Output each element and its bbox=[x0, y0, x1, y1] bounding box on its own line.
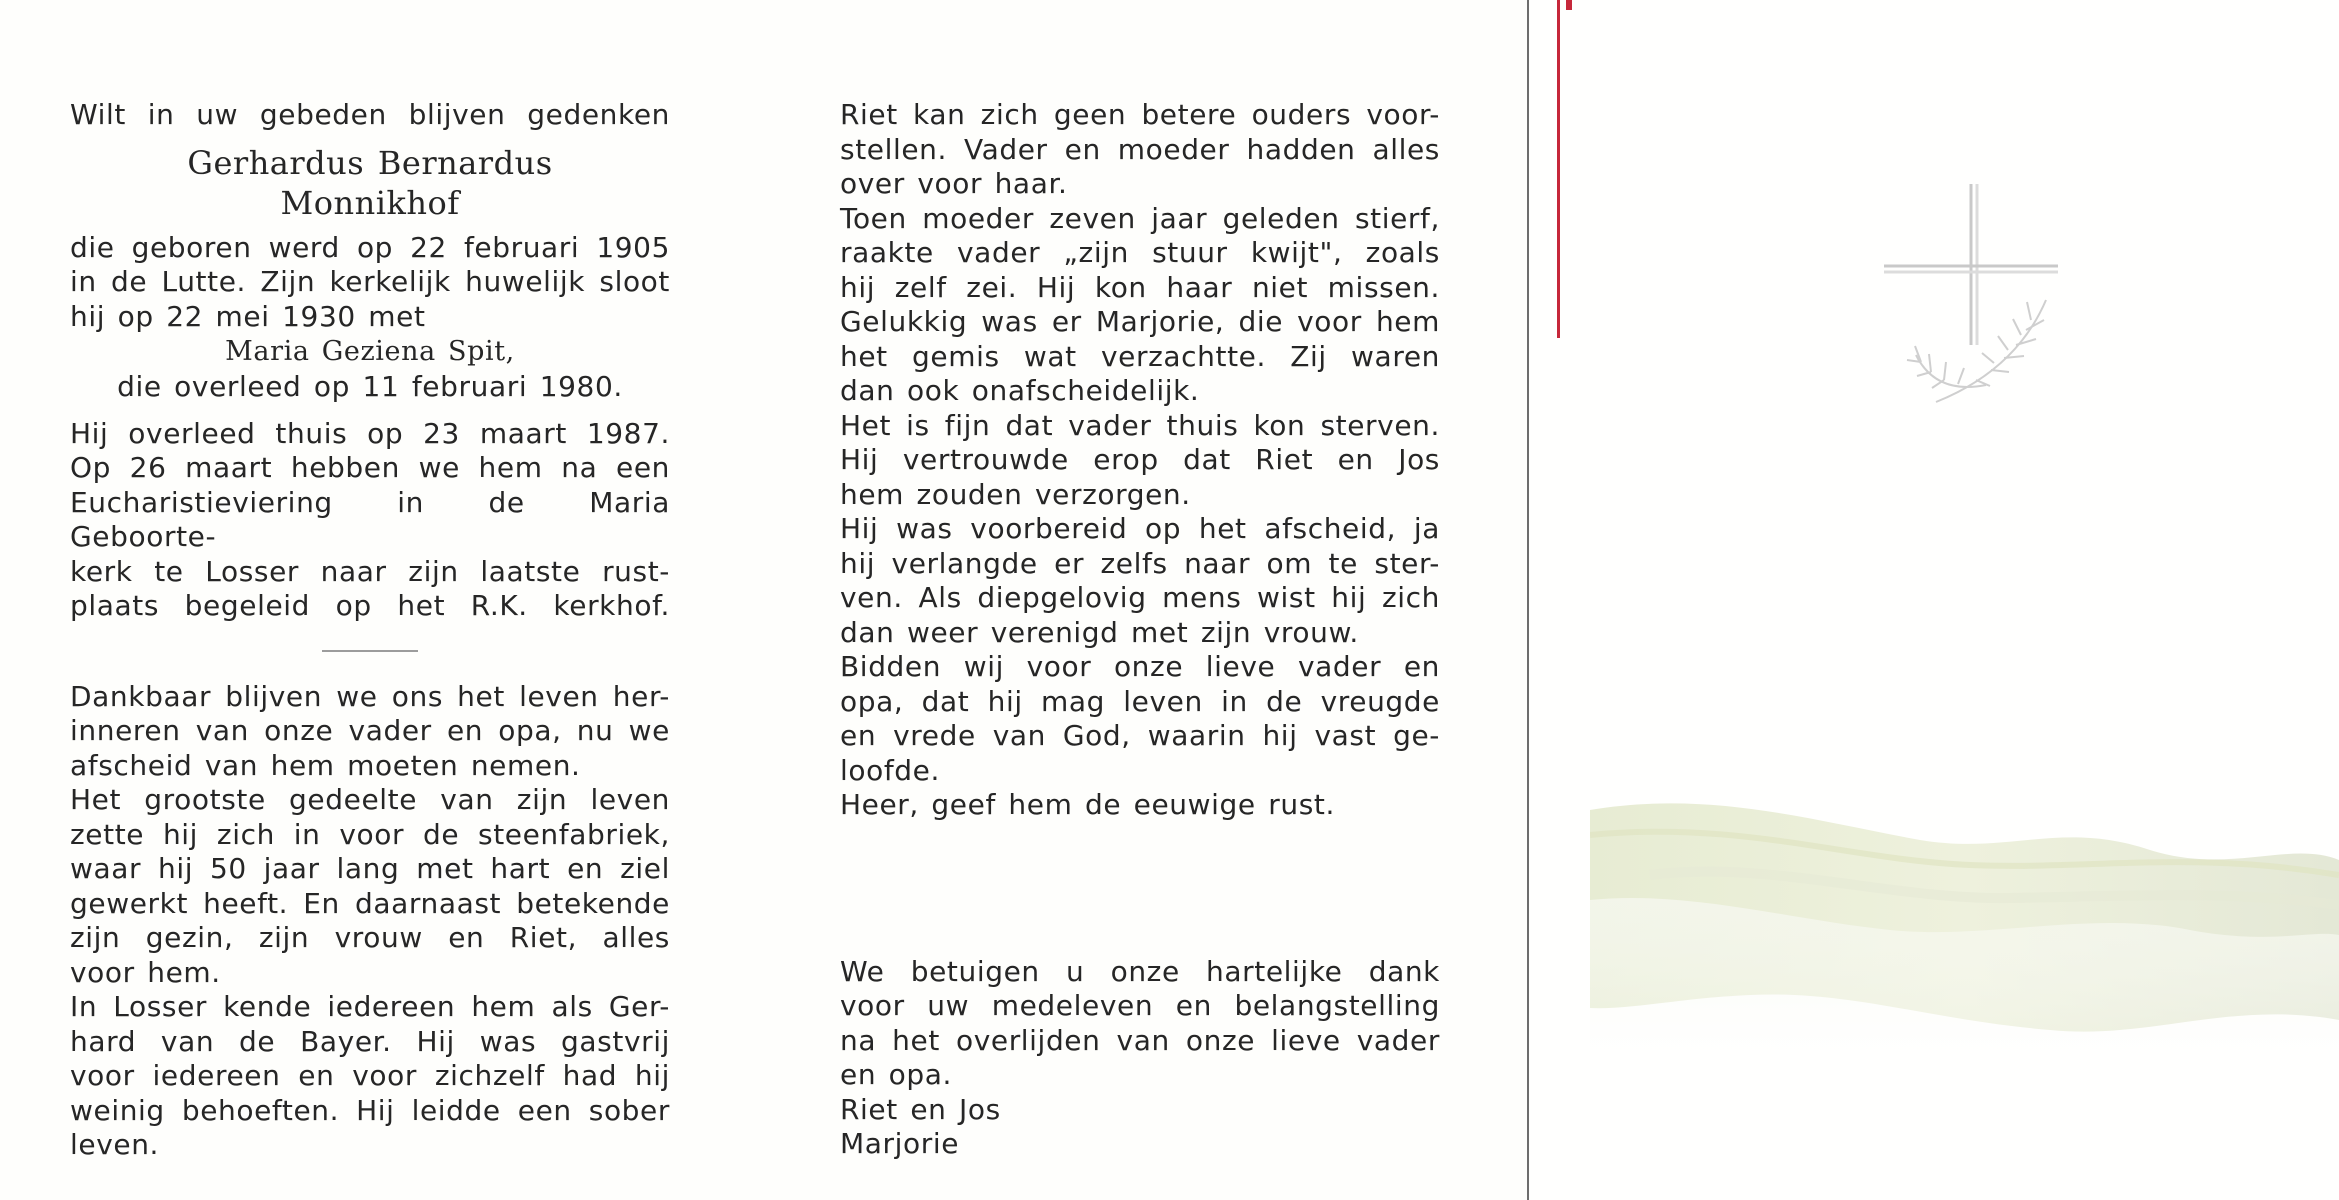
tribute-line: voor iedereen en voor zichzelf had hij bbox=[70, 1059, 670, 1092]
tribute-line: gewerkt heeft. En daarnaast betekende bbox=[70, 886, 670, 920]
death-line: Op 26 maart hebben we hem na een bbox=[70, 451, 670, 484]
deceased-name-line2: Monnikhof bbox=[280, 183, 460, 222]
tribute-line: inneren van onze vader en opa, nu we bbox=[70, 714, 670, 747]
signature-line2: Marjorie bbox=[840, 1127, 960, 1160]
tribute-line: In Losser kende iedereen hem als Ger- bbox=[70, 990, 670, 1023]
cross-with-palm-branches-icon bbox=[1876, 180, 2066, 420]
text-line: Hij vertrouwde erop dat Riet en Jos bbox=[840, 443, 1440, 476]
fold-mark bbox=[1557, 0, 1560, 338]
text-line: hij verlangde er zelfs naar om te ster- bbox=[840, 546, 1440, 580]
thanks-line: voor uw medeleven en belangstelling bbox=[840, 989, 1440, 1022]
tribute-line: waar hij 50 jaar lang met hart en ziel bbox=[70, 852, 670, 885]
birth-line: hij op 22 mei 1930 met bbox=[70, 299, 426, 333]
text-line: het gemis wat verzachtte. Zij waren bbox=[840, 339, 1440, 373]
signature-line1: Riet en Jos bbox=[840, 1092, 1001, 1126]
text-line: Heer, geef hem de eeuwige rust. bbox=[840, 788, 1335, 821]
tribute-line: zette hij zich in voor de steenfabriek, bbox=[70, 817, 670, 851]
fold-line bbox=[1527, 0, 1529, 1200]
spouse-died-line: die overleed op 11 februari 1980. bbox=[117, 370, 623, 403]
intro-line: Wilt in uw gebeden blijven gedenken bbox=[70, 98, 670, 131]
death-line: Hij overleed thuis op 23 maart 1987. bbox=[70, 416, 670, 450]
tribute-line: zijn gezin, zijn vrouw en Riet, alles bbox=[70, 921, 670, 954]
death-line: Eucharistieviering in de Maria Geboorte- bbox=[70, 485, 670, 553]
birth-line: die geboren werd op 22 februari 1905 bbox=[70, 230, 670, 264]
tribute-line: leven. bbox=[70, 1128, 160, 1161]
text-line: Hij was voorbereid op het afscheid, ja bbox=[840, 512, 1440, 545]
text-line: hij zelf zei. Hij kon haar niet missen. bbox=[840, 270, 1440, 304]
thanks-line: na het overlijden van onze lieve vader bbox=[840, 1023, 1440, 1057]
text-line: stellen. Vader en moeder hadden alles bbox=[840, 132, 1440, 166]
fold-dot bbox=[1566, 0, 1572, 10]
text-line: Bidden wij voor onze lieve vader en bbox=[840, 650, 1440, 683]
divider bbox=[322, 650, 418, 652]
birth-line: in de Lutte. Zijn kerkelijk huwelijk sloot bbox=[70, 265, 670, 298]
tribute-line: afscheid van hem moeten nemen. bbox=[70, 748, 581, 782]
text-line: raakte vader „zijn stuur kwijt", zoals bbox=[840, 236, 1440, 269]
death-line: kerk te Losser naar zijn laatste rust- bbox=[70, 554, 670, 588]
text-line: dan ook onafscheidelijk. bbox=[840, 374, 1200, 407]
middle-column bbox=[840, 98, 1440, 1162]
tribute-line: hard van de Bayer. Hij was gastvrij bbox=[70, 1024, 670, 1058]
text-line: loofde. bbox=[840, 753, 940, 787]
tribute-line: weinig behoeften. Hij leidde een sober bbox=[70, 1093, 670, 1127]
text-line: hem zouden verzorgen. bbox=[840, 477, 1191, 511]
death-line: plaats begeleid op het R.K. kerkhof. bbox=[70, 589, 670, 622]
text-line: Toen moeder zeven jaar geleden stierf, bbox=[840, 201, 1440, 235]
text-line: over voor haar. bbox=[840, 167, 1068, 200]
spouse-name: Maria Geziena Spit, bbox=[225, 336, 515, 367]
thanks-line: en opa. bbox=[840, 1058, 953, 1091]
text-line: ven. Als diepgelovig mens wist hij zich bbox=[840, 581, 1440, 614]
text-line: dan weer verenigd met zijn vrouw. bbox=[840, 615, 1359, 649]
tribute-line: voor hem. bbox=[70, 955, 221, 989]
tribute-line: Dankbaar blijven we ons het leven her- bbox=[70, 679, 670, 713]
landscape-illustration bbox=[1590, 780, 2339, 1200]
text-line: opa, dat hij mag leven in de vreugde bbox=[840, 684, 1440, 718]
text-line: Het is fijn dat vader thuis kon sterven. bbox=[840, 408, 1440, 442]
text-line: Riet kan zich geen betere ouders voor- bbox=[840, 98, 1440, 131]
text-line: en vrede van God, waarin hij vast ge- bbox=[840, 719, 1440, 752]
text-line: Gelukkig was er Marjorie, die voor hem bbox=[840, 305, 1440, 338]
thanks-line: We betuigen u onze hartelijke dank bbox=[840, 954, 1440, 988]
left-column bbox=[70, 98, 670, 1163]
tribute-line: Het grootste gedeelte van zijn leven bbox=[70, 783, 670, 816]
deceased-name-line1: Gerhardus Bernardus bbox=[187, 143, 553, 182]
